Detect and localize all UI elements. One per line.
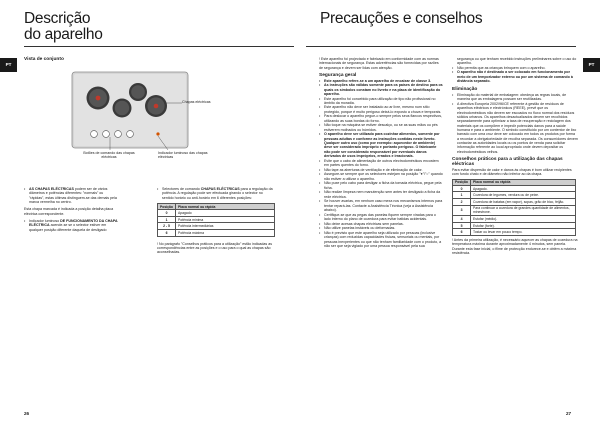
table-row: 1 Potência mínima — [158, 216, 275, 223]
bullet-hotplates: • AS CHAPAS ELÉCTRICAS podem ser de vários diâmetros e potências diferentes: "normais" ou "rápidas", estas últimas distinguem-se das demais pela marca vermelha no centro. — [24, 187, 119, 204]
table-row: 5 Estufar (forte). — [453, 222, 576, 229]
table-row: 6 Potência máxima — [158, 230, 275, 237]
callout-indicator: Indicador luminoso das chapas eléctricas — [158, 151, 208, 160]
disposal-list — [452, 93, 578, 154]
list-item: • Não utilize panelas instáveis ou deformadas. — [319, 226, 443, 230]
language-tab: PT — [0, 58, 17, 72]
title-rule — [24, 46, 294, 47]
list-item: • Não toque na máquina se estiver descalço, ou se as suas mãos ou pés estiverem molhados ou húmidos. — [319, 123, 443, 132]
page-title-right: Precauções e conselhos — [320, 10, 483, 27]
list-item: • O aparelho deve ser utilizado para cozinhar alimentos, somente por pessoas adultas e conforme as instruções contidas neste livreto. Qualquer outro uso (como por exemplo: aquecedor de ambiente) deve ser considerado impróprio e portanto perigoso. O fabricante não pode ser considerado responsável por eventuais danos derivados de usos impróprios, errados e irracionais. — [319, 132, 443, 158]
hotplate-back-right — [129, 83, 147, 101]
list-item: • Não permita que as crianças brinquem com o aparelho. — [452, 66, 578, 70]
safety-continued: segurança ou que tenham recebido instruções preliminares sobre o uso do aparelho. — [457, 57, 577, 66]
list-item: • Não tape as aberturas de ventilação e de eliminação de calor. — [319, 168, 443, 172]
list-item: • Evite que o cabo de alimentação de outros electrodomésticos encostem em partes quentes do forno. — [319, 159, 443, 168]
safety-intro: ! Este aparelho foi projectado e fabricado em conformidade com as normas internacionais de segurança. Estas advertências são fornecidas por razões de segurança e devem ser lidas com atenção. — [319, 57, 439, 70]
first-use-note: ! Antes da primeira utilização, é necessário aquecer as chapas de cozedura na temperatura máxima durante aproximadamente 4 minutos, sem panela. Durante esta fase inicial, o filme de protecção endurece-se e obtém a máxima resistência. — [452, 238, 578, 256]
bullet-indicator: • Indicador luminoso DE FUNCIONAMENTO DA CHAPA ELÉCTRICA acende-se se o selector estiver em qualquer posição diferente daquela de desligado — [24, 219, 119, 232]
title-line-2: do aparelho — [24, 26, 103, 43]
list-item: • Este aparelho foi concebido para utilização de tipo não profissional no âmbito da moradia. — [319, 97, 443, 106]
hotplate-front-right — [145, 95, 167, 117]
table-row: 0 Apagado. — [453, 185, 576, 192]
list-item: • Se houver avarias, em nenhum caso mexa nos mecanismos internos para tentar repará-las. Contacte a Assistência Técnica (veja a Assistência abaixo). — [319, 199, 443, 212]
list-item: • Não realize limpeza nem manutenção sem antes ter desligado a ficha da rede eléctrica. — [319, 190, 443, 199]
hob-illustration — [70, 70, 190, 150]
note-practical-tips: ! No parágrafo "Conselhos práticos para a utilização" estão indicadas as correspondências entre as posições e o uso para o qual as chapas são aconselhadas. — [157, 241, 273, 255]
table-row: 4 Estufar (médio). — [453, 216, 576, 223]
table-header-position: Posição — [158, 204, 176, 210]
list-item: • Para deslocar o aparelho pegue-o sempre pelos seus flancos respectivos, utilizando as suas bordas do forno. — [319, 114, 443, 123]
disposal-column — [452, 57, 578, 255]
safety-column — [319, 57, 443, 249]
page-number-left: 26 — [24, 411, 30, 416]
title-line-1: Descrição — [24, 10, 91, 27]
list-item: • Não deixe acesas chapas eléctricas sem panelas. — [319, 222, 443, 226]
page-title — [24, 11, 103, 43]
callout-knobs: Botões de comando das chapas eléctricas — [83, 151, 135, 160]
table-row: 0 Apagado — [158, 210, 275, 217]
paragraph-marked-plate: Esta chapa marcada é indicada a posição detalha placa eléctrica correspondente. — [24, 207, 114, 216]
table-row: 6 Tostar ou levar em pouco tempo. — [453, 229, 576, 236]
safety-list — [319, 79, 443, 249]
list-item: • Eliminação do material de embalagem: obedeça as regras locais, de maneira que as embalagens possam ser reutilizadas. — [452, 93, 578, 102]
list-item: • Este aparelho refere-se a um aparelho de encaixar de classe 3. — [319, 79, 443, 83]
list-item: • Certifique-se que as pegas das panelas fiquem sempre viradas para o lado interno do plano de cozedura para evitar batidas acidentais. — [319, 213, 443, 222]
hotplate-front-left — [113, 99, 132, 118]
hotplate-back-left — [87, 87, 110, 110]
left-text-column — [24, 187, 119, 232]
list-item: • Assegure-se sempre que os selectores estejam na posição "●"/"○" quando não estiver a utilizar o aparelho. — [319, 172, 443, 181]
list-item: • Não puxe pelo cabo para desligar a ficha da tomada eléctrica, pegue pela ficha. — [319, 181, 443, 190]
indicator-light — [156, 132, 159, 135]
section-title-overview: Vista de conjunto — [24, 57, 64, 62]
table-row: 2 Cozedura de batatas (em vapor), sopas, grão de bico, feijão. — [453, 199, 576, 206]
cooking-table — [452, 179, 576, 236]
list-item: • Este aparelho não deve ser instalado ao ar livre, mesmo num sítio protegido, porque é muito perigoso deixá-lo exposto a chuva e temporais. — [319, 105, 443, 114]
list-item: • As instruções são válidas somente para os países de destino para os quais os símbolos constam no livreto e na placa de identificação do aparelho. — [319, 83, 443, 96]
table-row: 2 - 5 Potência intermediárias — [158, 223, 275, 230]
list-item: • O aparelho não é destinado a ser colocado em funcionamento por meio de um temporizador externo ou por um sistema de comando à distância separado. — [452, 70, 578, 83]
table-header-plate: Placa normal ou rápida — [176, 204, 275, 210]
list-item: • A directiva Europeia 2002/96/CE referente à gestão de resíduos de aparelhos eléctricos e electrónicos (REEE), prevê que os electrodomésticos não devem ser escoados no fluxo normal dos resíduos sólidos urbanos. Os aparelhos desactualizados devem ser recolhidos separadamente para optimizar a taxa de recuperação e reciclagem dos materiais que os compõem e impedir potenciais danos para a saúde humana e para o ambiente. O símbolo constituído por um contentor de lixo barrado com uma cruz deve ser colocado em todos os produtos por forma a recordar a obrigatoriedade de recolha separada. Os consumidores devem contactar as autoridades locais ou os pontos de venda para solicitar informação referente ao local apropriado onde devem depositar os electrodomésticos velhos. — [452, 102, 578, 154]
positions-table — [157, 203, 275, 237]
safety-title: Segurança geral — [319, 73, 357, 79]
right-text-column — [157, 187, 275, 255]
title-rule-right — [306, 46, 576, 47]
callout-plates: Chapas eléctricas — [182, 100, 211, 104]
page-number-right: 27 — [566, 411, 572, 416]
bullet-selectors: • Selectores de comando CHAPAS ELÉCTRICAS para a regulação da potência. A regulação pode ser efectuada girando o selector no sentido horário ou anti-horário em 6 diferentes posições: — [157, 187, 275, 200]
right-page — [300, 0, 600, 424]
language-tab-right: PT — [583, 58, 600, 72]
tips-intro: Para evitar dispersão de calor e danos às chapas é bom utilizar recipientes com fundo chato e de diâmetro não inferior ao da chapa. — [452, 167, 572, 177]
table-row: 1 Cozedura de legumes, verdura ou de peixe. — [453, 192, 576, 199]
tips-title: Conselhos práticos para a utilização das chapas eléctricas — [452, 156, 563, 168]
table-header-position: Posição — [453, 179, 471, 185]
list-item: • Não é previsto que este aparelho seja utilizado por pessoas (inclusive crianças) com reduzidas capacidades físicas, sensoriais ou mentais, por pessoas inexperientes ou que não tenham familiaridade com o produto, a não ser que seja vigiado por uma pessoa responsável pela sua — [319, 231, 443, 248]
table-row: 3 Para continuar a cozedura de grandes quantidade de alimentos, minestrone. — [453, 205, 576, 216]
disposal-title: Eliminação — [452, 87, 478, 93]
table-header-plate: Placa normal ou rápida — [471, 179, 576, 185]
